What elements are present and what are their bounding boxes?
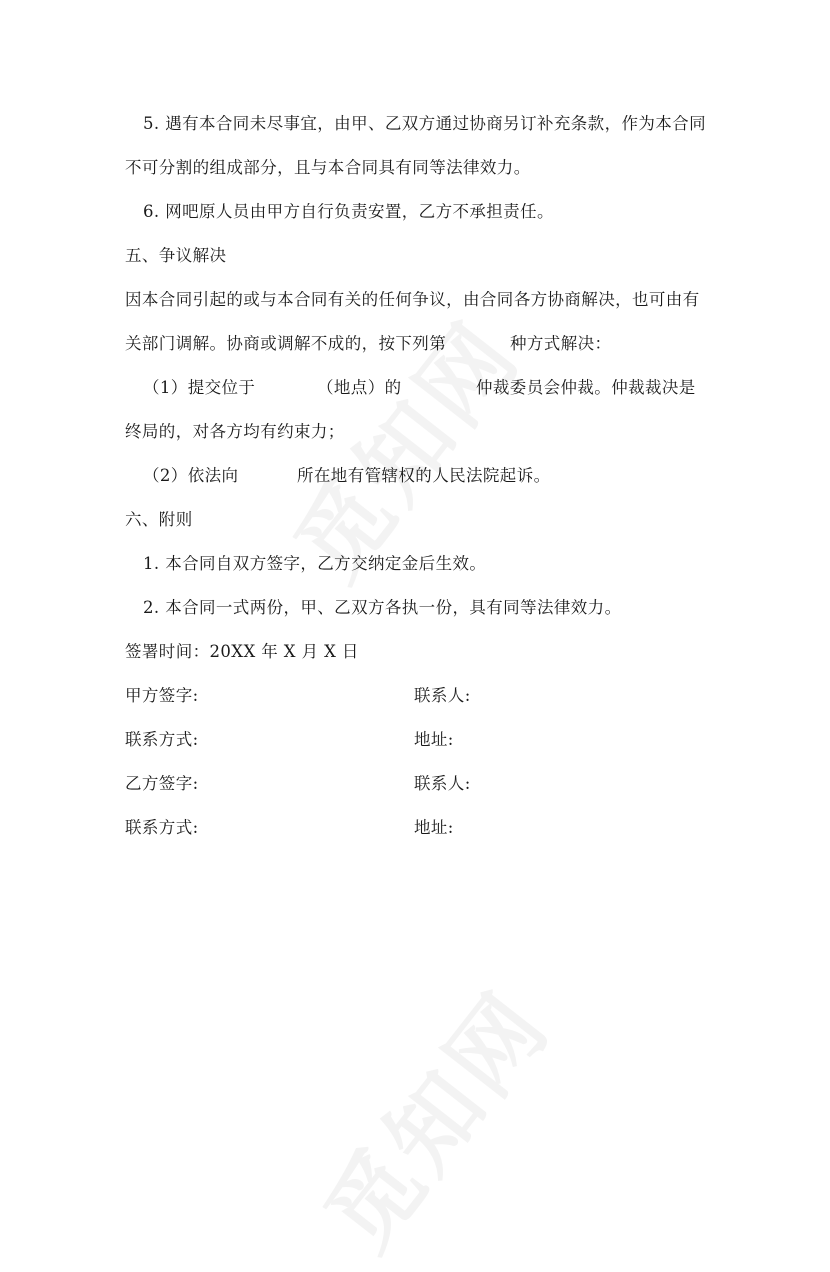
party-b-address-label: 地址: — [414, 818, 454, 837]
party-a-sign-label: 甲方签字: — [125, 686, 199, 705]
signing-date: 签署时间：20XX 年 X 月 X 日 — [125, 642, 359, 661]
appendix-clause-2: 2. 本合同一式两份，甲、乙双方各执一份，具有同等法律效力。 — [143, 598, 622, 617]
clause-5-line-2: 不可分割的组成部分，且与本合同具有同等法律效力。 — [125, 158, 531, 177]
dispute-para-line-1: 因本合同引起的或与本合同有关的任何争议，由合同各方协商解决，也可由有 — [125, 290, 700, 309]
watermark-bottom — [289, 960, 574, 1272]
option-2-part-a: （2）依法向 — [143, 466, 239, 485]
clause-6: 6. 网吧原人员由甲方自行负责安置，乙方不承担责任。 — [143, 202, 554, 221]
option-1-part-a: （1）提交位于 — [143, 378, 256, 397]
dispute-para-line-2b: 种方式解决： — [510, 334, 612, 353]
party-b-contact-method-label: 联系方式: — [125, 818, 199, 837]
party-b-contact-person-label: 联系人: — [414, 774, 471, 793]
clause-5-line-1: 5. 遇有本合同未尽事宜，由甲、乙双方通过协商另订补充条款，作为本合同 — [143, 114, 706, 133]
party-a-contact-method-label: 联系方式: — [125, 730, 199, 749]
party-a-contact-person-label: 联系人: — [414, 686, 471, 705]
option-1-part-c: 仲裁委员会仲裁。仲裁裁决是 — [476, 378, 696, 397]
section-5-heading: 五、争议解决 — [125, 246, 227, 265]
party-a-address-label: 地址: — [414, 730, 454, 749]
option-1-part-b: （地点）的 — [317, 378, 402, 397]
dispute-para-line-2a: 关部门调解。协商或调解不成的，按下列第 — [125, 334, 447, 353]
party-b-sign-label: 乙方签字: — [125, 774, 199, 793]
option-1-line-2: 终局的，对各方均有约束力； — [125, 422, 345, 441]
option-2-part-b: 所在地有管辖权的人民法院起诉。 — [297, 466, 551, 485]
appendix-clause-1: 1. 本合同自双方签字，乙方交纳定金后生效。 — [143, 554, 487, 573]
section-6-heading: 六、附则 — [125, 510, 193, 529]
